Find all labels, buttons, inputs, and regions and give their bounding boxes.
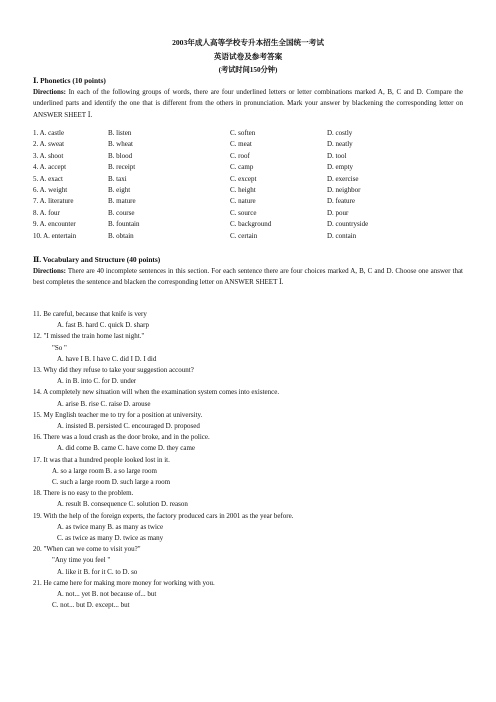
question-option-a: 9. A. encounter [33,220,76,229]
section1-directions [33,87,463,121]
question-option-c: C. source [230,208,257,217]
question-choices: A. in B. into C. for D. under [57,377,137,386]
question-stem: 18. There is no easy to the problem. [33,489,134,498]
question-option-c: C. height [230,186,256,194]
question-choices: C. as twice as many D. twice as many [57,534,164,542]
question-option-c: C. certain [230,231,258,240]
question-option-a: 6. A. weight [33,186,68,194]
question-option-b: B. blood [108,151,133,160]
question-option-b: B. mature [108,197,136,206]
question-option-b: B. course [108,208,135,217]
question-stem: 21. He came here for making more money for working with you. [33,578,215,587]
question-choices: A. insisted B. persisted C. encouraged D. proposed [57,422,200,430]
question-choices: A. so a large room B. a so large room [52,466,157,475]
question-option-a: 2. A. sweat [33,140,65,149]
exam-title: 2003年成人高等学校专升本招生全国统一考试 [172,38,324,47]
question-option-c: C. soften [230,129,256,137]
question-option-a: 7. A. literature [33,197,74,206]
question-stem: 11. Be careful, because that knife is very [33,310,147,318]
question-option-d: D. neighbor [327,186,361,194]
question-option-d: D. exercise [327,174,359,183]
question-option-b: B. fountain [108,220,140,229]
question-option-c: C. camp [230,163,254,172]
question-option-b: B. obtain [108,231,134,240]
question-choices: A. result B. consequence C. solution D. reason [57,500,188,509]
question-option-b: B. wheat [108,140,133,149]
question-option-a: 10. A. entertain [33,231,77,240]
question-choices: C. not... but D. except... but [52,601,130,610]
question-stem: 16. There was a loud crash as the door broke, and in the police. [33,433,210,442]
question-stem: 13. Why did they refuse to take your suggestion account? [33,366,194,374]
exam-subtitle: 英语试卷及参考答案 [213,52,283,61]
section1-directions-text: In each of the following groups of words, there are four underlined letters or letter combinations marked A, B, C and D. Compare the underlined parts and identify the one that is different from the others in pronunciation. Mark your answer by blackening the corresponding letter on ANSWER SHEET Ⅰ. [33,88,463,119]
question-option-b: B. listen [108,129,132,137]
question-choices: A. like it B. for it C. to D. so [57,567,138,576]
section1-heading: Ⅰ. Phonetics (10 points) [33,76,106,85]
question-option-d: D. neatly [327,140,353,149]
question-choices: A. fast B. hard C. quick D. sharp [57,321,149,330]
question-option-d: D. feature [327,197,355,206]
question-stem: 12. "I missed the train home last night." [33,332,145,341]
exam-time: (考试时间150分钟) [218,66,278,74]
section2-directions-label: Directions: [33,267,66,275]
question-stem: 20. "When can we come to visit you?" [33,545,141,554]
question-stem: 17. It was that a hundred people looked lost in it. [33,455,170,464]
question-choices: C. such a large room D. such large a room [52,478,171,486]
section2-heading: Ⅱ. Vocabulary and Structure (40 points) [33,255,161,264]
question-option-d: D. countryside [327,220,369,229]
question-choices: A. as twice many B. as many as twice [57,522,164,531]
question-choices: A. arise B. rise C. raise D. arouse [57,399,151,408]
question-option-c: C. nature [230,197,256,206]
question-option-d: D. contain [327,231,357,240]
section1-directions-label: Directions: [33,88,66,96]
question-option-d: D. costly [327,129,353,137]
question-option-c: C. meat [230,140,252,149]
question-option-b: B. receipt [108,163,136,172]
question-option-a: 8. A. four [33,208,60,217]
question-choices: A. not... yet B. not because of... but [57,590,157,598]
question-choices: "Any time you feel " [52,556,111,565]
question-option-d: D. pour [327,208,349,217]
question-choices: A. did come B. came C. have come D. they came [57,444,196,453]
question-option-b: B. taxi [108,174,127,183]
question-option-a: 3. A. shoot [33,151,64,160]
question-option-c: C. background [230,220,272,229]
question-option-c: C. except [230,174,257,183]
question-stem: 19. With the help of the foreign experts, the factory produced cars in 2001 as the year before. [33,511,294,520]
question-option-a: 5. A. exact [33,174,63,183]
question-option-c: C. roof [230,151,250,160]
question-option-a: 1. A. castle [33,129,65,137]
section2-directions [33,266,463,289]
question-choices: A. have I B. I have C. did I D. I did [57,354,157,363]
question-option-b: B. eight [108,186,131,194]
question-choices: "So " [52,343,67,352]
question-option-d: D. tool [327,151,347,160]
question-stem: 15. My English teacher me to try for a position at university. [33,410,203,419]
question-stem: 14. A completely new situation will when the examination system comes into existence. [33,388,280,397]
section2-directions-text: There are 40 incomplete sentences in this section. For each sentence there are four choices marked A, B, C and D. Choose one answer that best completes the sentence and blacken the corresponding letter on ANSWER SHEET Ⅰ. [33,267,463,287]
question-option-d: D. empty [327,163,354,172]
question-option-a: 4. A. accept [33,163,67,172]
